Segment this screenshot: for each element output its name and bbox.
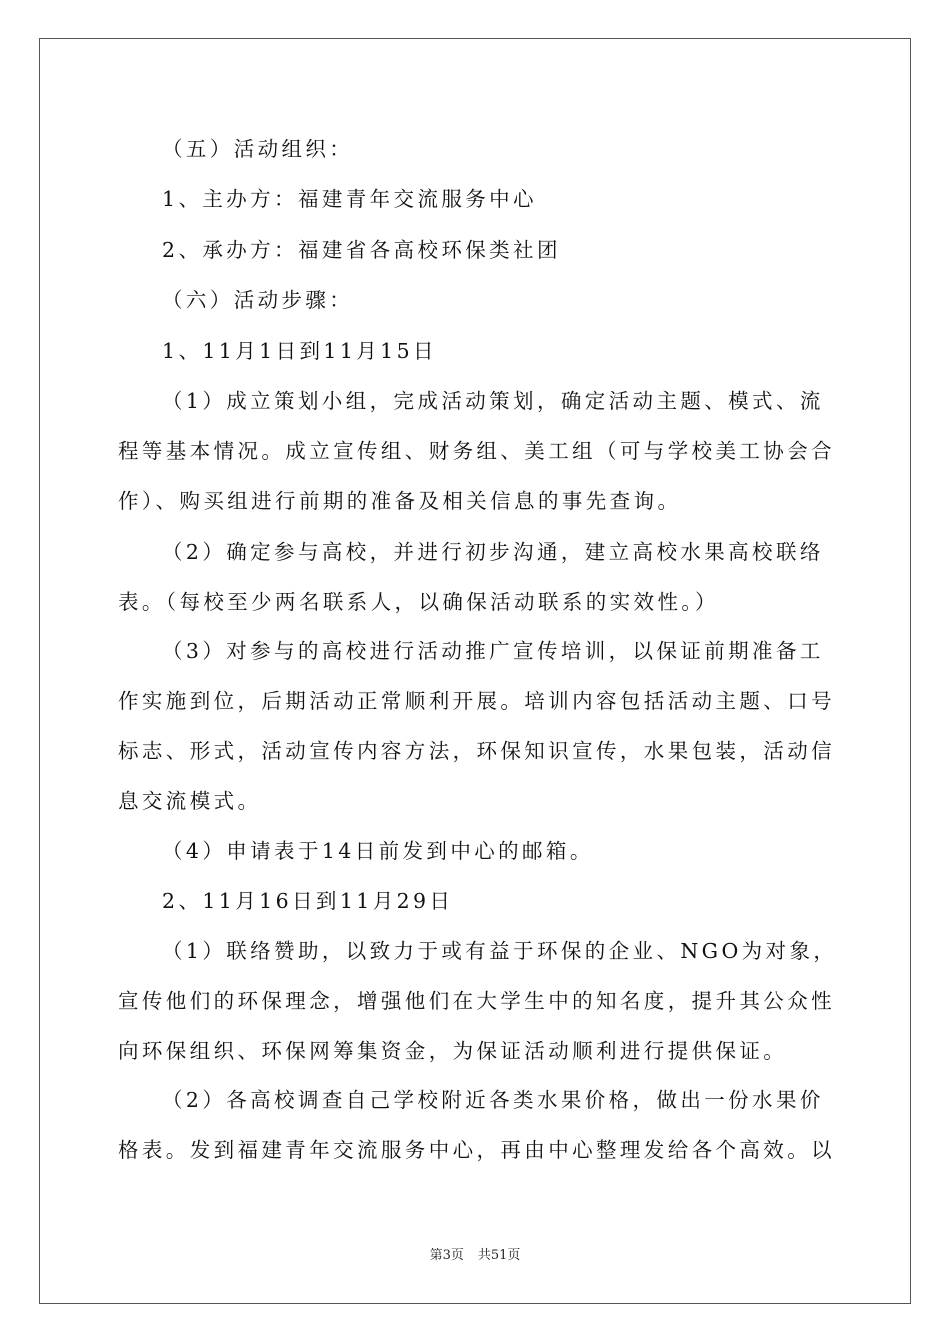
text-line: （4）申请表于14日前发到中心的邮箱。 <box>162 839 594 863</box>
section-heading-organization: （五）活动组织： <box>162 137 354 161</box>
text-line: 作）、购买组进行前期的准备及相关信息的事先查询。 <box>118 489 682 513</box>
text-line: （1）联络赞助，以致力于或有益于环保的企业、NGO为对象， <box>162 939 838 963</box>
text-line: （2）确定参与高校，并进行初步沟通，建立高校水果高校联络 <box>162 540 824 564</box>
text-line: 宣传他们的环保理念，增强他们在大学生中的知名度，提升其公众性 <box>118 989 835 1013</box>
section-heading-steps: （六）活动步骤： <box>162 288 354 312</box>
text-line: 格表。发到福建青年交流服务中心，再由中心整理发给各个高效。以 <box>118 1138 835 1162</box>
text-line: （2）各高校调查自己学校附近各类水果价格，做出一份水果价 <box>162 1088 824 1112</box>
page-number: 第3页 <box>429 1248 464 1263</box>
total-pages: 共51页 <box>477 1248 521 1263</box>
text-line: 程等基本情况。成立宣传组、财务组、美工组（可与学校美工协会合 <box>118 439 835 463</box>
text-line: 1、主办方：福建青年交流服务中心 <box>162 187 537 211</box>
text-line: （1）成立策划小组，完成活动策划，确定活动主题、模式、流 <box>162 389 824 413</box>
text-line: 2、11月16日到11月29日 <box>162 889 454 913</box>
text-line: 2、承办方：福建省各高校环保类社团 <box>162 238 561 262</box>
text-line: 息交流模式。 <box>118 789 262 813</box>
page-footer <box>0 1247 950 1265</box>
text-line: 1、11月1日到11月15日 <box>162 339 437 363</box>
text-line: 表。（每校至少两名联系人，以确保活动联系的实效性。） <box>118 590 719 614</box>
text-line: 向环保组织、环保网筹集资金，为保证活动顺利进行提供保证。 <box>118 1039 788 1063</box>
text-line: 标志、形式，活动宣传内容方法，环保知识宣传，水果包装，活动信 <box>118 739 835 763</box>
text-line: （3）对参与的高校进行活动推广宣传培训，以保证前期准备工 <box>162 639 824 663</box>
page-border <box>39 38 911 1304</box>
text-line: 作实施到位，后期活动正常顺利开展。培训内容包括活动主题、口号 <box>118 689 835 713</box>
